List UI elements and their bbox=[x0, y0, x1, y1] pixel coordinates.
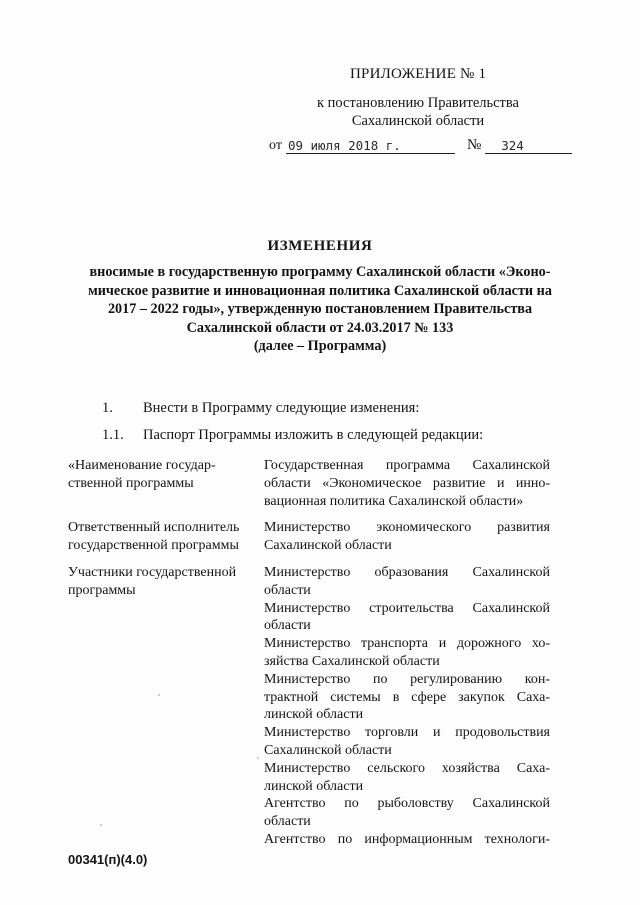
value-line: области «Экономическое развитие и инно- bbox=[264, 475, 550, 491]
value-line: области bbox=[264, 618, 311, 634]
value-line: Министерство сельского хозяйства Саха- bbox=[264, 760, 550, 776]
value-line: Сахалинской области bbox=[264, 538, 392, 554]
document-title: ИЗМЕНЕНИЯ bbox=[267, 238, 373, 254]
row-label bbox=[68, 457, 264, 510]
value-entry bbox=[264, 724, 550, 760]
value-line: Министерство экономического развития bbox=[264, 520, 550, 536]
row-value bbox=[264, 457, 550, 510]
value-line: Агентство по рыболовству Сахалинской bbox=[264, 796, 550, 812]
subtitle-line: Сахалинской области от 24.03.2017 № 133 bbox=[186, 319, 454, 336]
value-line: вационная политика Сахалинской области» bbox=[264, 493, 524, 509]
table-row bbox=[68, 519, 550, 555]
footer-form-code: 00341(п)(4.0) bbox=[68, 852, 148, 867]
value-line: Министерство строительства Сахалинской bbox=[264, 600, 550, 616]
value-entry bbox=[264, 564, 550, 600]
date-number-row bbox=[269, 134, 572, 154]
row-value bbox=[264, 519, 550, 555]
passport-table bbox=[68, 457, 550, 858]
label-line: государственной программы bbox=[68, 538, 239, 554]
label-line: Участники государственной bbox=[68, 564, 237, 580]
item-number: 1.1. bbox=[102, 427, 124, 443]
value-entry bbox=[264, 795, 550, 831]
value-line: зяйства Сахалинской области bbox=[264, 653, 440, 669]
value-line: Государственная программа Сахалинской bbox=[264, 458, 550, 473]
document-subtitle bbox=[65, 263, 575, 356]
list-item bbox=[102, 400, 419, 417]
label-line: программы bbox=[68, 582, 136, 598]
row-value bbox=[264, 564, 550, 849]
item-text: Паспорт Программы изложить в следующей редакции: bbox=[143, 427, 484, 443]
value-line: Министерство транспорта и дорожного хо- bbox=[264, 636, 550, 652]
value-entry bbox=[264, 671, 550, 724]
item-number: 1. bbox=[102, 400, 113, 416]
value-entry bbox=[264, 600, 550, 636]
value-line: области bbox=[264, 814, 311, 830]
value-entry bbox=[264, 457, 550, 510]
row-label bbox=[68, 564, 264, 849]
value-line: Министерство по регулированию кон- bbox=[264, 671, 550, 687]
value-line: области bbox=[264, 582, 311, 598]
scan-speck bbox=[158, 694, 160, 696]
attachment-title: ПРИЛОЖЕНИЕ № 1 bbox=[350, 66, 487, 82]
value-line: линской области bbox=[264, 778, 364, 794]
subtitle-line: мическое развитие и инновационная политика Сахалинской области на bbox=[88, 282, 552, 299]
subtitle-line: 2017 – 2022 годы», утвержденную постановлением Правительства bbox=[107, 301, 533, 317]
label-line: «Наименование государ- bbox=[68, 458, 216, 473]
item-text: Внести в Программу следующие изменения: bbox=[143, 400, 420, 416]
value-line: Министерство торговли и продовольствия bbox=[264, 725, 550, 741]
value-line: линской области bbox=[264, 707, 364, 723]
table-row bbox=[68, 564, 550, 849]
table-row bbox=[68, 457, 550, 510]
value-entry bbox=[264, 519, 550, 555]
value-line: Агентство по информационным технологи- bbox=[264, 831, 550, 847]
subtitle-line: вносимые в государственную программу Сахалинской области «Эконо- bbox=[89, 264, 551, 280]
row-label bbox=[68, 519, 264, 555]
value-entry bbox=[264, 635, 550, 671]
from-label: от bbox=[269, 138, 282, 153]
label-line: ственной программы bbox=[68, 475, 194, 491]
scan-speck bbox=[257, 757, 259, 759]
value-line: Министерство образования Сахалинской bbox=[264, 564, 550, 580]
label-line: Ответственный исполнитель bbox=[68, 520, 240, 536]
value-entry bbox=[264, 831, 550, 849]
date-field: 09 июля 2018 г. bbox=[286, 138, 455, 154]
list-item bbox=[102, 427, 483, 444]
number-field: 324 bbox=[485, 138, 572, 154]
resolution-line: к постановлению Правительства bbox=[317, 95, 519, 111]
value-line: трактной системы в сфере закупок Саха- bbox=[264, 689, 550, 705]
number-label: № bbox=[466, 137, 482, 153]
value-line: Сахалинской области bbox=[264, 742, 392, 758]
scan-speck bbox=[100, 824, 102, 826]
subtitle-line: (далее – Программа) bbox=[253, 338, 387, 354]
region-line: Сахалинской области bbox=[351, 113, 485, 129]
value-entry bbox=[264, 760, 550, 796]
